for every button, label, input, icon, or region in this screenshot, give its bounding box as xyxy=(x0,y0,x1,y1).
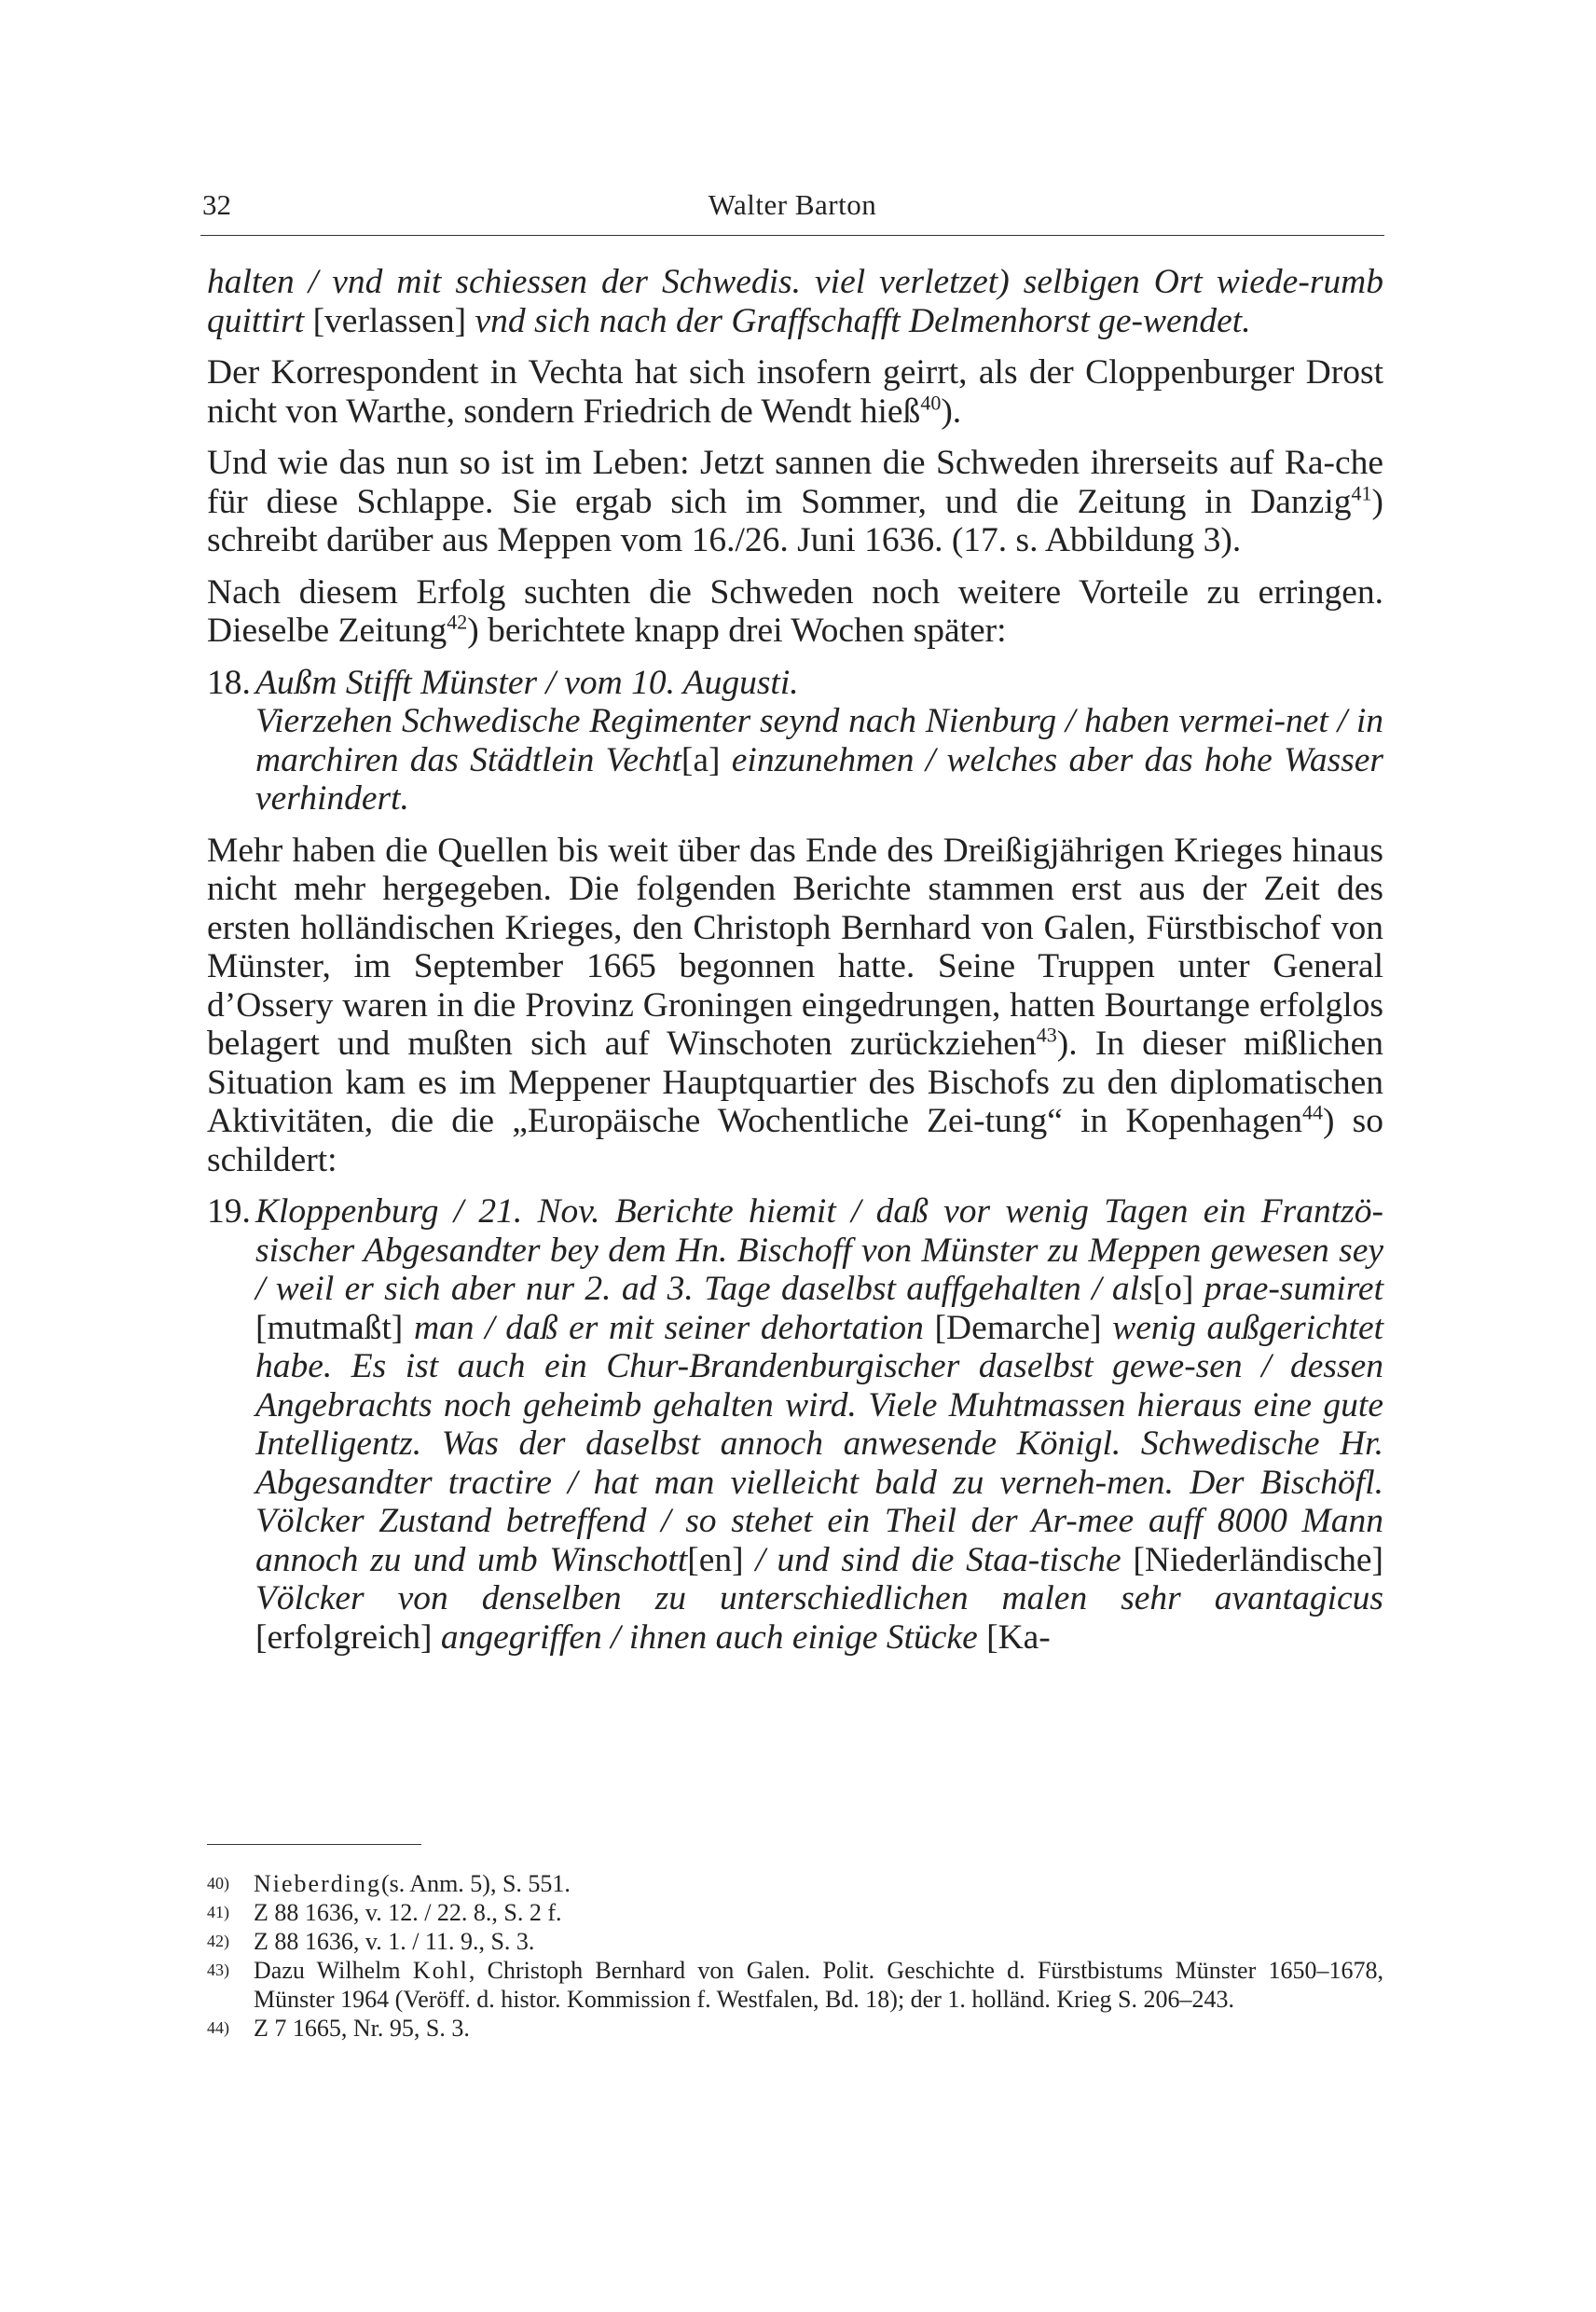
footnote-40: 40) Nieberding(s. Anm. 5), S. 551. xyxy=(207,1870,571,1897)
entry-number: 18. xyxy=(207,663,251,702)
entry-text: Vierzehen Schwedische Regimenter seynd nach Nienburg / haben vermei-net / in marchiren das Städtlein Vecht[a] einzunehmen / welches aber das hohe Wasser verhindert. xyxy=(255,702,1383,818)
footnote-42: 42) Z 88 1636, v. 1. / 11. 9., S. 3. xyxy=(207,1928,535,1955)
paragraph-korrespondent: Der Korrespondent in Vechta hat sich insofern geirrt, als der Cloppenburger Drost nicht von Warthe, sondern Friedrich de Wendt hieß$^{40}$). xyxy=(207,353,1383,431)
main-text xyxy=(207,263,1383,1657)
entry-text: Kloppenburg / 21. Nov. Berichte hiemit / daß vor wenig Tagen ein Frantzö-sischer Abgesandter bey dem Hn. Bischoff von Münster zu Meppen gewesen sey / weil er sich aber nur 2. ad 3. Tage daselbst auffgehalten / als[o] prae-sumiret [mutmaßt] man / daß er mit seiner dehortation [Demarche] wenig außgerichtet habe. Es ist auch ein Chur-Brandenburgischer daselbst gewe-sen / dessen Angebrachts noch geheimb gehalten wird. Viele Muhtmassen hieraus eine gute Intelligentz. Was der daselbst annoch anwesende Königl. Schwedische Hr. Abgesandter tractire / hat man vielleicht bald zu verneh-men. Der Bischöfl. Völcker Zustand betreffend / so stehet ein Theil der Ar-mee auff 8000 Mann annoch zu und umb Winschott[en] / und sind die Staa-tische [Niederländische] Völcker von denselben zu unterschiedlichen malen sehr avantagicus [erfolgreich] angegriffen / ihnen auch einige Stücke [Ka- xyxy=(255,1192,1384,1657)
footnote-41: 41) Z 88 1636, v. 12. / 22. 8., S. 2 f. xyxy=(207,1899,562,1926)
footnote-divider xyxy=(207,1844,421,1845)
footnote-ref-44[interactable]: 44 xyxy=(1301,1100,1323,1124)
paragraph-rache: Und wie das nun so ist im Leben: Jetzt sannen die Schweden ihrerseits auf Ra-che für diese Schlappe. Sie ergab sich im Sommer, und die Zeitung in Danzig$^{41}$) schreibt darüber aus Meppen vom 16./26. Juni 1636. (17. s. Abbildung 3). xyxy=(207,444,1383,559)
footnote-44: 44) Z 7 1665, Nr. 95, S. 3. xyxy=(207,2015,470,2042)
paragraph-erfolg: Nach diesem Erfolg suchten die Schweden noch weitere Vorteile zu erringen. Dieselbe Zeitung$^{42}$) berichtete knapp drei Wochen später: xyxy=(207,572,1383,650)
footnote-ref-40[interactable]: 40 xyxy=(920,391,942,414)
footnote-ref-41[interactable]: 41 xyxy=(1351,481,1372,504)
running-head: Walter Barton xyxy=(708,188,877,221)
paragraph-quellen: Mehr haben die Quellen bis weit über das Ende des Dreißigjährigen Krieges hinaus nicht mehr hergegeben. Die folgenden Berichte stammen erst aus der Zeit des ersten holländischen Krieges, den Christoph Bernhard von Galen, Fürstbischof von Münster, im September 1665 begonnen hatte. Seine Truppen unter General d’Ossery waren in die Provinz Groningen eingedrungen, hatten Bourtange erfolglos belagert und mußten sich auf Winschoten zurückziehen$^{43}$). In dieser mißlichen Situation kam es im Meppener Hauptquartier des Bischofs zu den diplomatischen Aktivitäten, die die „Europäische Wochentliche Zei-tung“ in Kopenhagen$^{44}$) so schildert: xyxy=(207,831,1383,1179)
footnote-43: 43) Dazu Wilhelm Kohl, Christoph Bernhard von Galen. Polit. Geschichte d. Fürstbistums Münster 1650–1678, Münster 1964 (Veröff. d. histor. Kommission f. Westfalen, Bd. 18); der 1. holländ. Krieg S. 206–243. xyxy=(207,1957,1383,2013)
footnotes xyxy=(207,1844,1383,2043)
entry-19 xyxy=(207,1192,1383,1657)
footnote-ref-43[interactable]: 43 xyxy=(1036,1023,1057,1047)
page-header xyxy=(200,188,1384,236)
quote-continuation: halten / vnd mit schiessen der Schwedis. viel verletzet) selbigen Ort wiede-rumb quittirt [verlassen] vnd sich nach der Graffschafft Delmenhorst ge-wendet. xyxy=(207,263,1383,340)
entry-18 xyxy=(207,664,1383,819)
page-number: 32 xyxy=(202,188,231,221)
entry-heading: Außm Stifft Münster / vom 10. Augusti. xyxy=(255,663,799,702)
entry-number: 19. xyxy=(207,1192,251,1231)
footnote-ref-42[interactable]: 42 xyxy=(447,610,468,634)
